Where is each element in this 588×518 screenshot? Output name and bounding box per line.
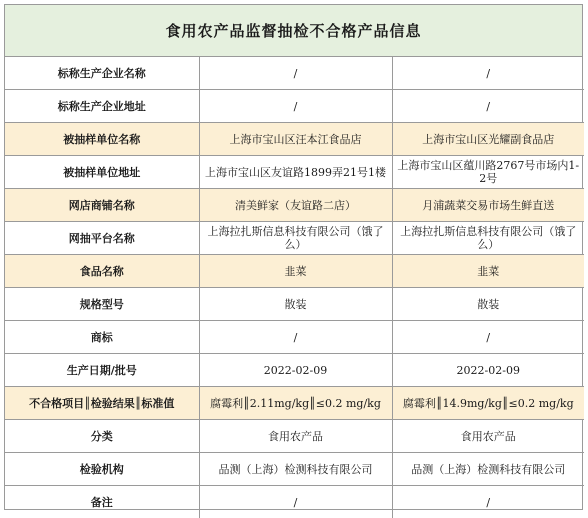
value-cell: 上海市宝山区光耀副食品店 xyxy=(392,123,584,156)
table-row xyxy=(5,453,584,486)
value-cell: 品测（上海）检测科技有限公司 xyxy=(199,453,392,486)
row-label: 网抽平台名称 xyxy=(5,222,199,255)
row-label: 备注 xyxy=(5,486,199,518)
value-cell: 上海市宝山区友谊路1899弄21号1楼 xyxy=(199,156,392,189)
value-cell: / xyxy=(392,486,584,518)
value-cell: 2022-02-09 xyxy=(392,354,584,387)
value-cell: 食用农产品 xyxy=(392,420,584,453)
row-label: 检验机构 xyxy=(5,453,199,486)
value-cell: 韭菜 xyxy=(199,255,392,288)
value-cell: 上海拉扎斯信息科技有限公司（饿了么） xyxy=(199,222,392,255)
row-label: 标称生产企业名称 xyxy=(5,57,199,90)
value-cell: 上海市宝山区蕴川路2767号市场内1-2号 xyxy=(392,156,584,189)
value-cell: 食用农产品 xyxy=(199,420,392,453)
value-cell: / xyxy=(392,90,584,123)
table-row xyxy=(5,288,584,321)
value-cell: 散装 xyxy=(392,288,584,321)
row-label: 生产日期/批号 xyxy=(5,354,199,387)
value-cell: 月浦蔬菜交易市场生鲜直送 xyxy=(392,189,584,222)
row-label: 网店商铺名称 xyxy=(5,189,199,222)
table-row xyxy=(5,321,584,354)
info-sheet xyxy=(4,4,583,510)
table-row xyxy=(5,486,584,518)
value-cell: 品测（上海）检测科技有限公司 xyxy=(392,453,584,486)
row-label: 规格型号 xyxy=(5,288,199,321)
table-row xyxy=(5,222,584,255)
table-row xyxy=(5,387,584,420)
row-label: 被抽样单位地址 xyxy=(5,156,199,189)
row-label: 标称生产企业地址 xyxy=(5,90,199,123)
value-cell: 散装 xyxy=(199,288,392,321)
value-cell: / xyxy=(199,57,392,90)
value-cell: 上海市宝山区汪本江食品店 xyxy=(199,123,392,156)
row-label: 食品名称 xyxy=(5,255,199,288)
table-row xyxy=(5,255,584,288)
value-cell: / xyxy=(392,57,584,90)
table-row xyxy=(5,420,584,453)
value-cell: 腐霉利║14.9mg/kg║≤0.2 mg/kg xyxy=(392,387,584,420)
table-row xyxy=(5,354,584,387)
row-label: 商标 xyxy=(5,321,199,354)
value-cell: / xyxy=(199,486,392,518)
table-row xyxy=(5,90,584,123)
value-cell: / xyxy=(199,321,392,354)
table-row xyxy=(5,57,584,90)
row-label: 不合格项目║检验结果║标准值 xyxy=(5,387,199,420)
value-cell: 韭菜 xyxy=(392,255,584,288)
table-row xyxy=(5,123,584,156)
table-row xyxy=(5,156,584,189)
sheet-title: 食用农产品监督抽检不合格产品信息 xyxy=(5,5,582,57)
row-label: 分类 xyxy=(5,420,199,453)
value-cell: / xyxy=(392,321,584,354)
row-label: 被抽样单位名称 xyxy=(5,123,199,156)
value-cell: 上海拉扎斯信息科技有限公司（饿了么） xyxy=(392,222,584,255)
info-table xyxy=(5,57,584,518)
value-cell: 2022-02-09 xyxy=(199,354,392,387)
value-cell: / xyxy=(199,90,392,123)
table-row xyxy=(5,189,584,222)
value-cell: 腐霉利║2.11mg/kg║≤0.2 mg/kg xyxy=(199,387,392,420)
value-cell: 清美鲜家（友谊路二店） xyxy=(199,189,392,222)
